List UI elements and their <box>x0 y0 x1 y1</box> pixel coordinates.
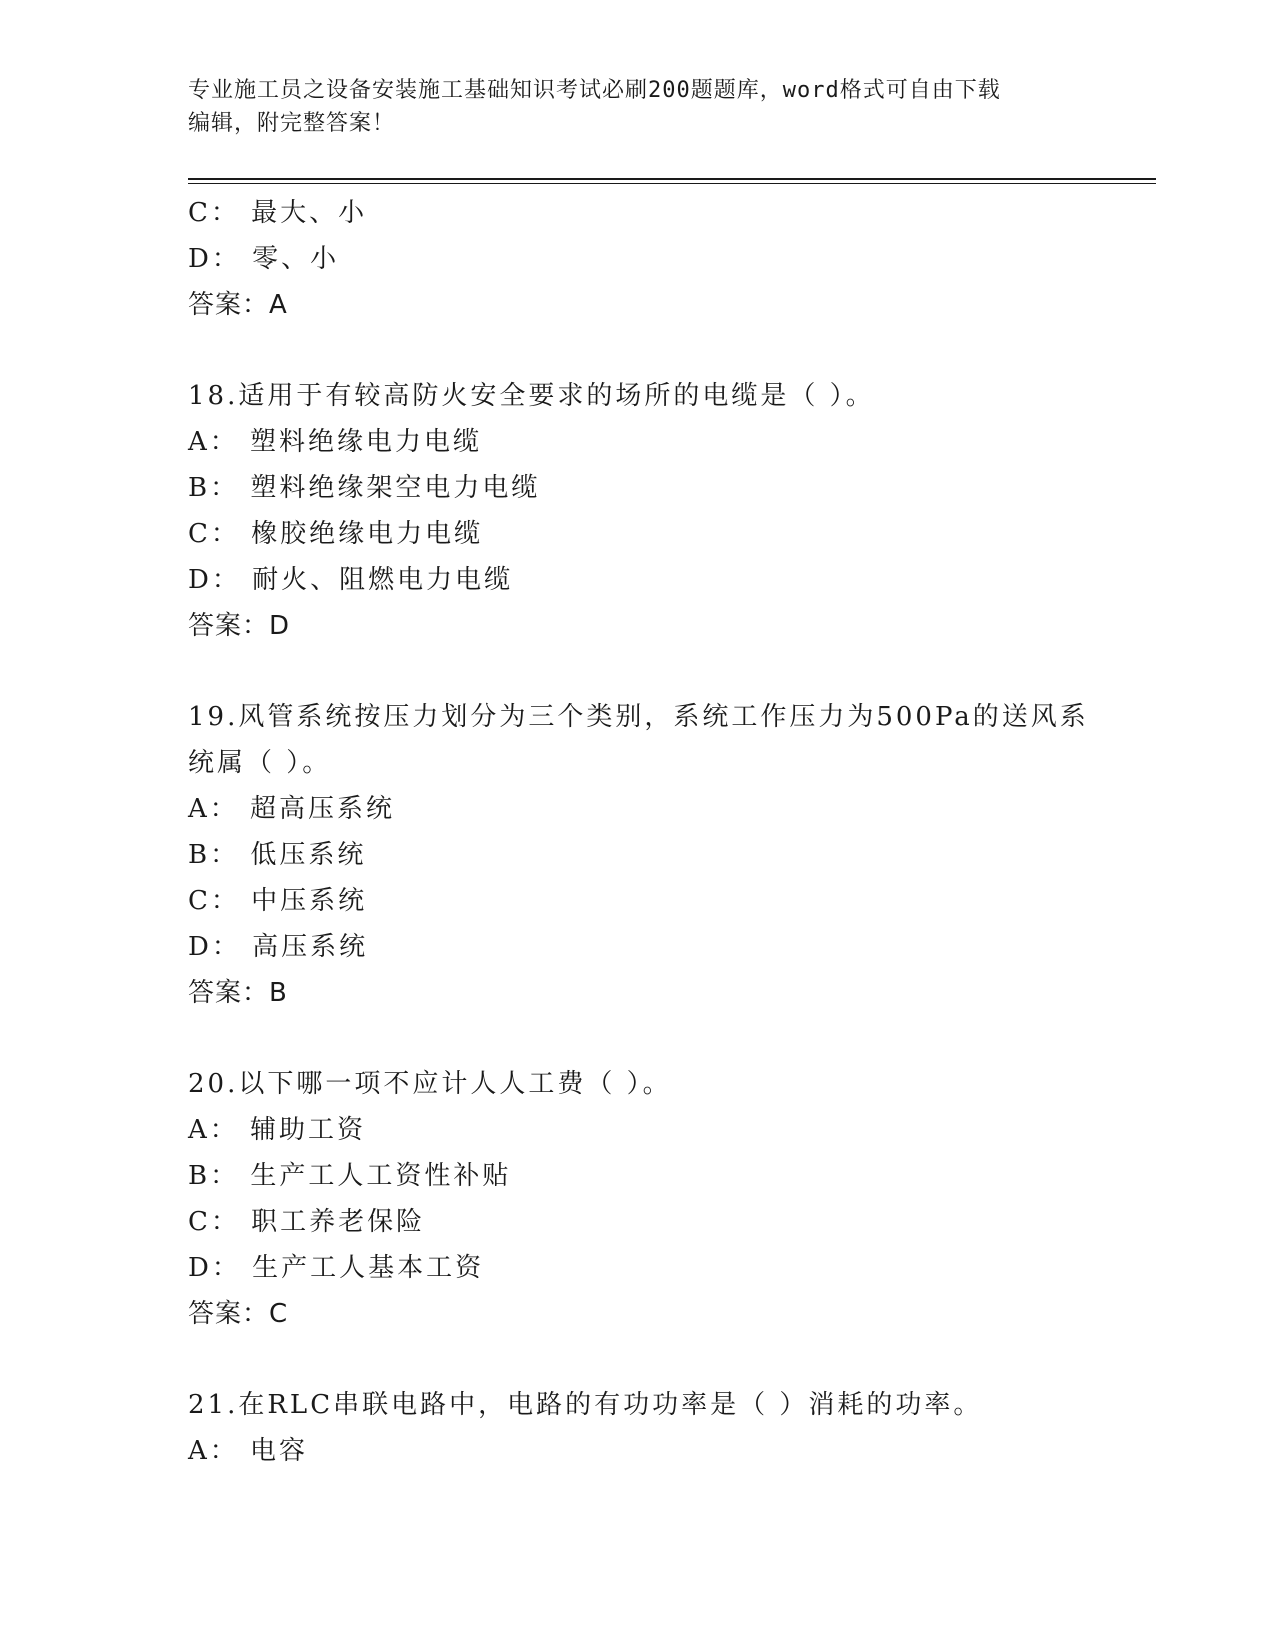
question-17-fragment <box>188 190 1108 328</box>
header-title-line-1: 专业施工员之设备安装施工基础知识考试必刷200题题库，word格式可自由下载 <box>188 78 1001 103</box>
option-d: D： 零、小 <box>188 244 340 274</box>
option-b: B： 生产工人工资性补贴 <box>188 1161 512 1191</box>
answer: 答案：B <box>188 978 288 1008</box>
spacer <box>188 649 1108 694</box>
question-stem: 18.适用于有较高防火安全要求的场所的电缆是（ ）。 <box>188 381 875 411</box>
header-title-line-2: 编辑，附完整答案！ <box>188 111 396 136</box>
answer: 答案：C <box>188 1299 289 1329</box>
option-a: A： 辅助工资 <box>188 1115 367 1145</box>
question-20 <box>188 1061 1108 1337</box>
question-list <box>188 190 1108 1474</box>
option-d: D： 耐火、阻燃电力电缆 <box>188 565 514 595</box>
spacer <box>188 1337 1108 1382</box>
option-a: A： 电容 <box>188 1436 309 1466</box>
option-b: B： 塑料绝缘架空电力电缆 <box>188 473 541 503</box>
option-c: C： 最大、小 <box>188 198 368 228</box>
question-18 <box>188 373 1108 649</box>
option-b: B： 低压系统 <box>188 840 367 870</box>
question-19 <box>188 694 1108 1016</box>
spacer <box>188 1016 1108 1061</box>
spacer <box>188 328 1108 373</box>
question-21 <box>188 1382 1108 1474</box>
answer: 答案：D <box>188 611 291 641</box>
page-header <box>188 74 1068 140</box>
option-d: D： 高压系统 <box>188 932 369 962</box>
header-divider-thick <box>188 178 1156 180</box>
question-stem: 21.在RLC串联电路中，电路的有功功率是（ ）消耗的功率。 <box>188 1390 983 1420</box>
option-d: D： 生产工人基本工资 <box>188 1253 485 1283</box>
answer: 答案：A <box>188 290 288 320</box>
option-c: C： 职工养老保险 <box>188 1207 426 1237</box>
option-c: C： 橡胶绝缘电力电缆 <box>188 519 484 549</box>
option-a: A： 塑料绝缘电力电缆 <box>188 427 483 457</box>
question-stem: 20.以下哪一项不应计人人工费（ ）。 <box>188 1069 672 1099</box>
question-stem-continued: 统属（ ）。 <box>188 748 332 778</box>
option-a: A： 超高压系统 <box>188 794 396 824</box>
header-divider-thin <box>188 183 1156 184</box>
question-stem: 19.风管系统按压力划分为三个类别，系统工作压力为500Pa的送风系 <box>188 702 1089 732</box>
option-c: C： 中压系统 <box>188 886 368 916</box>
